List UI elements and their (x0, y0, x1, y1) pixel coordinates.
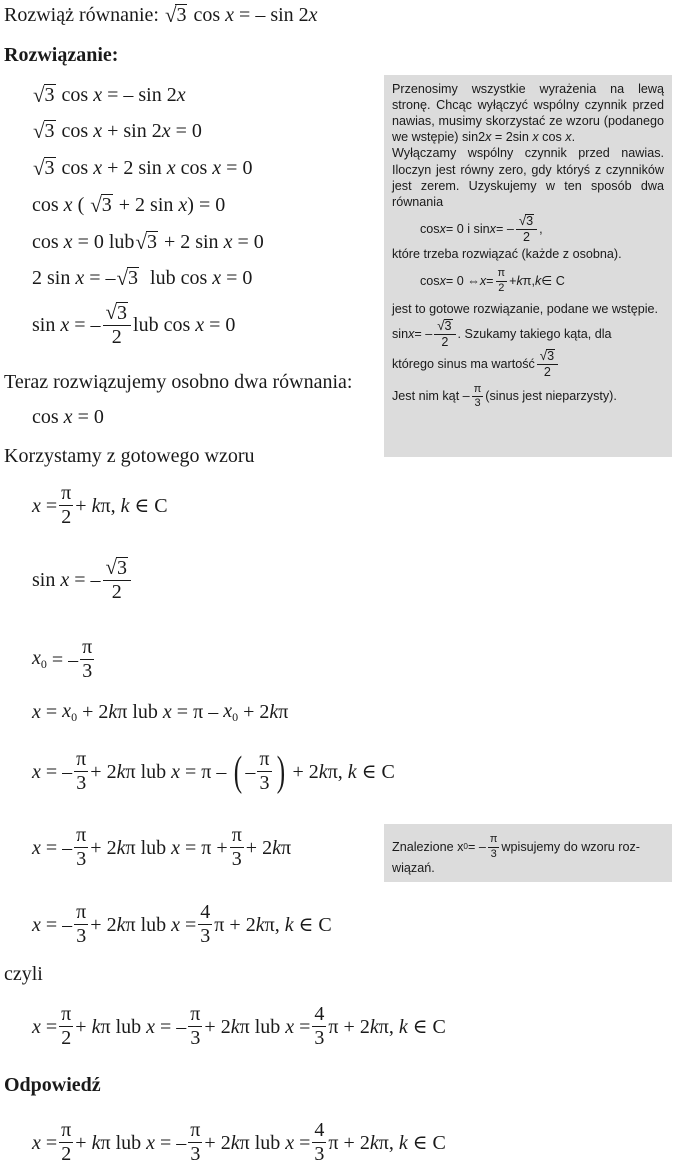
eq-x0: $x_0$ = – π 3 (32, 636, 93, 682)
text-formula: Korzystamy z gotowego wzoru (4, 445, 255, 467)
eq-cos-solution: x = $\frac{\pi}{2}$ + k π , k ∈ C (32, 482, 168, 528)
eq-simplified: x = – π 3 + 2 k π lub x = π + $\frac{\pi}{3}$ + 2 k π (32, 824, 292, 870)
cos-equation: cos x = 0 (32, 406, 104, 428)
side-note-eq5: Jest nim kąt – π 3 (sinus jest nieparzysty). (392, 382, 617, 410)
text-czyli: czyli (4, 963, 43, 985)
eq-answer: x = $\frac{\pi}{2}$ + k π lub x = – π 3 + 2 k π lub x = $\frac{4}{3}$ π + 2 k π , k ∈ C (32, 1119, 446, 1165)
side-note-p1: Przenosimy wszystkie wyrażenia na lewą stronę. Chcąc wyłączyć wspólny czynnik przed nawias, musimy skorzystać ze wzoru (podanego we wstępie) sin2x = 2sin x cos x. (392, 82, 664, 145)
side-note-eq3: sin x = – √ 3 2 . Szukamy takiego kąta, dla (392, 317, 612, 349)
step-4: cos x ( √ 3 + 2 sin x ) = 0 (32, 192, 226, 217)
step-6: 2 sin x = – √ 3 lub cos x = 0 (32, 265, 253, 290)
answer-heading: Odpowiedź (4, 1074, 101, 1096)
eq-substituted: x = – π 3 + 2 k π lub x = π – ( – π 3 ) + 2 k π , k ∈ C (32, 748, 395, 795)
side-note-x0-line1: Znalezione x 0 = – π 3 wpisujemy do wzoru roz- (392, 833, 640, 860)
step-3: √ 3 cos x + 2 sin x cos x = 0 (33, 155, 253, 180)
side-note-p2: Wyłączamy wspólny czynnik przed nawias. Iloczyn jest równy zero, gdy któryś z czynników jest zerem. Uzyskujemy w ten sposób dwa równania (392, 146, 664, 209)
step-7: sin x = – √ 3 2 lub cos x = 0 (32, 300, 236, 348)
side-note-eq4: którego sinus ma wartość √ 3 2 (392, 349, 664, 379)
eq-sin: sin x = – √ 3 2 (32, 557, 133, 603)
side-note-x0-line2: wiązań. (392, 861, 435, 876)
side-note-eq1: cos x = 0 i sin x = – √ 3 2 , (420, 212, 543, 245)
step-2: √ 3 cos x + sin 2 x = 0 (33, 118, 202, 143)
side-note-p3: które trzeba rozwiązać (każde z osobna). (392, 247, 622, 262)
problem-label: Rozwiąż równanie: (4, 4, 159, 26)
solution-heading: Rozwiązanie: (4, 44, 119, 66)
step-5: cos x = 0 lub √ 3 + 2 sin x = 0 (32, 229, 264, 254)
step-1: √ 3 cos x = – sin 2 x (33, 82, 186, 107)
eq-result-sin: x = – π 3 + 2 k π lub x = $\frac{4}{3}$ π + 2 k π , k ∈ C (32, 901, 332, 947)
eq-general-sin: x = $x_0$ + 2 k π lub x = π – $x_0$ + 2 k π (32, 700, 289, 725)
problem-statement: Rozwiąż równanie: √ 3 cos x = – sin 2 x (4, 2, 318, 27)
side-note-p4: jest to gotowe rozwiązanie, podane we wstępie. (392, 301, 659, 316)
eq-combined: x = $\frac{\pi}{2}$ + k π lub x = – π 3 + 2 k π lub x = $\frac{4}{3}$ π + 2 k π , k ∈ C (32, 1003, 446, 1049)
side-note-eq2: cos x = 0 ⇔ x = $\frac{\pi}{2}$ + k π, k ∈ C (420, 267, 565, 294)
sqrt-3: √ 3 (164, 2, 187, 27)
text-two-equations: Teraz rozwiązujemy osobno dwa równania: (4, 371, 353, 393)
side-note-explanation (384, 75, 672, 457)
side-note-x0 (384, 824, 672, 882)
